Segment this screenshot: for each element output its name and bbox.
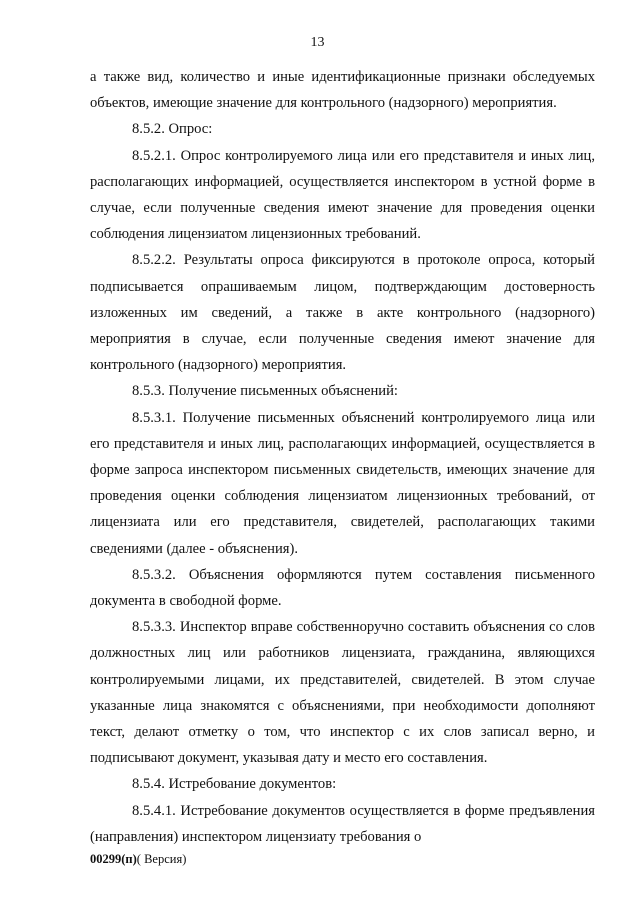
- paragraph-8-5-2-1: 8.5.2.1. Опрос контролируемого лица или его представителя и иных лиц, располагающих информацией, осуществляется инспектором в устной форме в случае, если полученные сведения имеют значение для проведения оценки соблюдения лицензиатом лицензионных требований.: [90, 147, 595, 243]
- document-version: ( Версия): [136, 852, 187, 866]
- document-footer: [90, 852, 186, 867]
- page-number: 13: [310, 35, 325, 50]
- paragraph-8-5-3-2: 8.5.3.2. Объяснения оформляются путем составления письменного документа в свободной форме.: [90, 566, 595, 610]
- paragraph-continuation: а также вид, количество и иные идентификационные признаки обследуемых объектов, имеющие значение для контрольного (надзорного) мероприятия.: [90, 69, 595, 112]
- paragraph-8-5-3-3: 8.5.3.3. Инспектор вправе собственноручно составить объяснения со слов должностных лиц или работников лицензиата, гражданина, являющихся контролируемыми лицами, их представителей, свидетелей. В этом случае указанные лица знакомятся с объяснениями, при необходимости дополняют текст, делают отметку о том, что инспектор с их слов записал верно, и подписывают документ, указывая дату и место его составления.: [90, 619, 595, 767]
- paragraph-8-5-4-heading: 8.5.4. Истребование документов:: [132, 776, 337, 793]
- paragraph-8-5-2-heading: 8.5.2. Опрос:: [132, 121, 213, 138]
- paragraph-8-5-4-1: 8.5.4.1. Истребование документов осуществляется в форме предъявления (направления) инспектором лицензиату требования о: [90, 802, 595, 845]
- document-body: [90, 64, 595, 850]
- document-code: 00299(п): [90, 852, 137, 866]
- paragraph-8-5-3-1: 8.5.3.1. Получение письменных объяснений контролируемого лица или его представителя и иных лиц, располагающих информацией, осуществляется в форме запроса инспектором письменных свидетельств, имеющих значение для проведения оценки соблюдения лицензиатом лицензионных требований, от лицензиата или его представителя, свидетелей, располагающих такими сведениями (далее - объяснения).: [90, 409, 595, 557]
- paragraph-8-5-2-2: 8.5.2.2. Результаты опроса фиксируются в протоколе опроса, который подписывается опрашиваемым лицом, подтверждающим достоверность изложенных им сведений, а также в акте контрольного (надзорного) мероприятия в случае, если полученные сведения имеют значение для контрольного (надзорного) мероприятия.: [90, 252, 595, 374]
- paragraph-8-5-3-heading: 8.5.3. Получение письменных объяснений:: [132, 383, 398, 400]
